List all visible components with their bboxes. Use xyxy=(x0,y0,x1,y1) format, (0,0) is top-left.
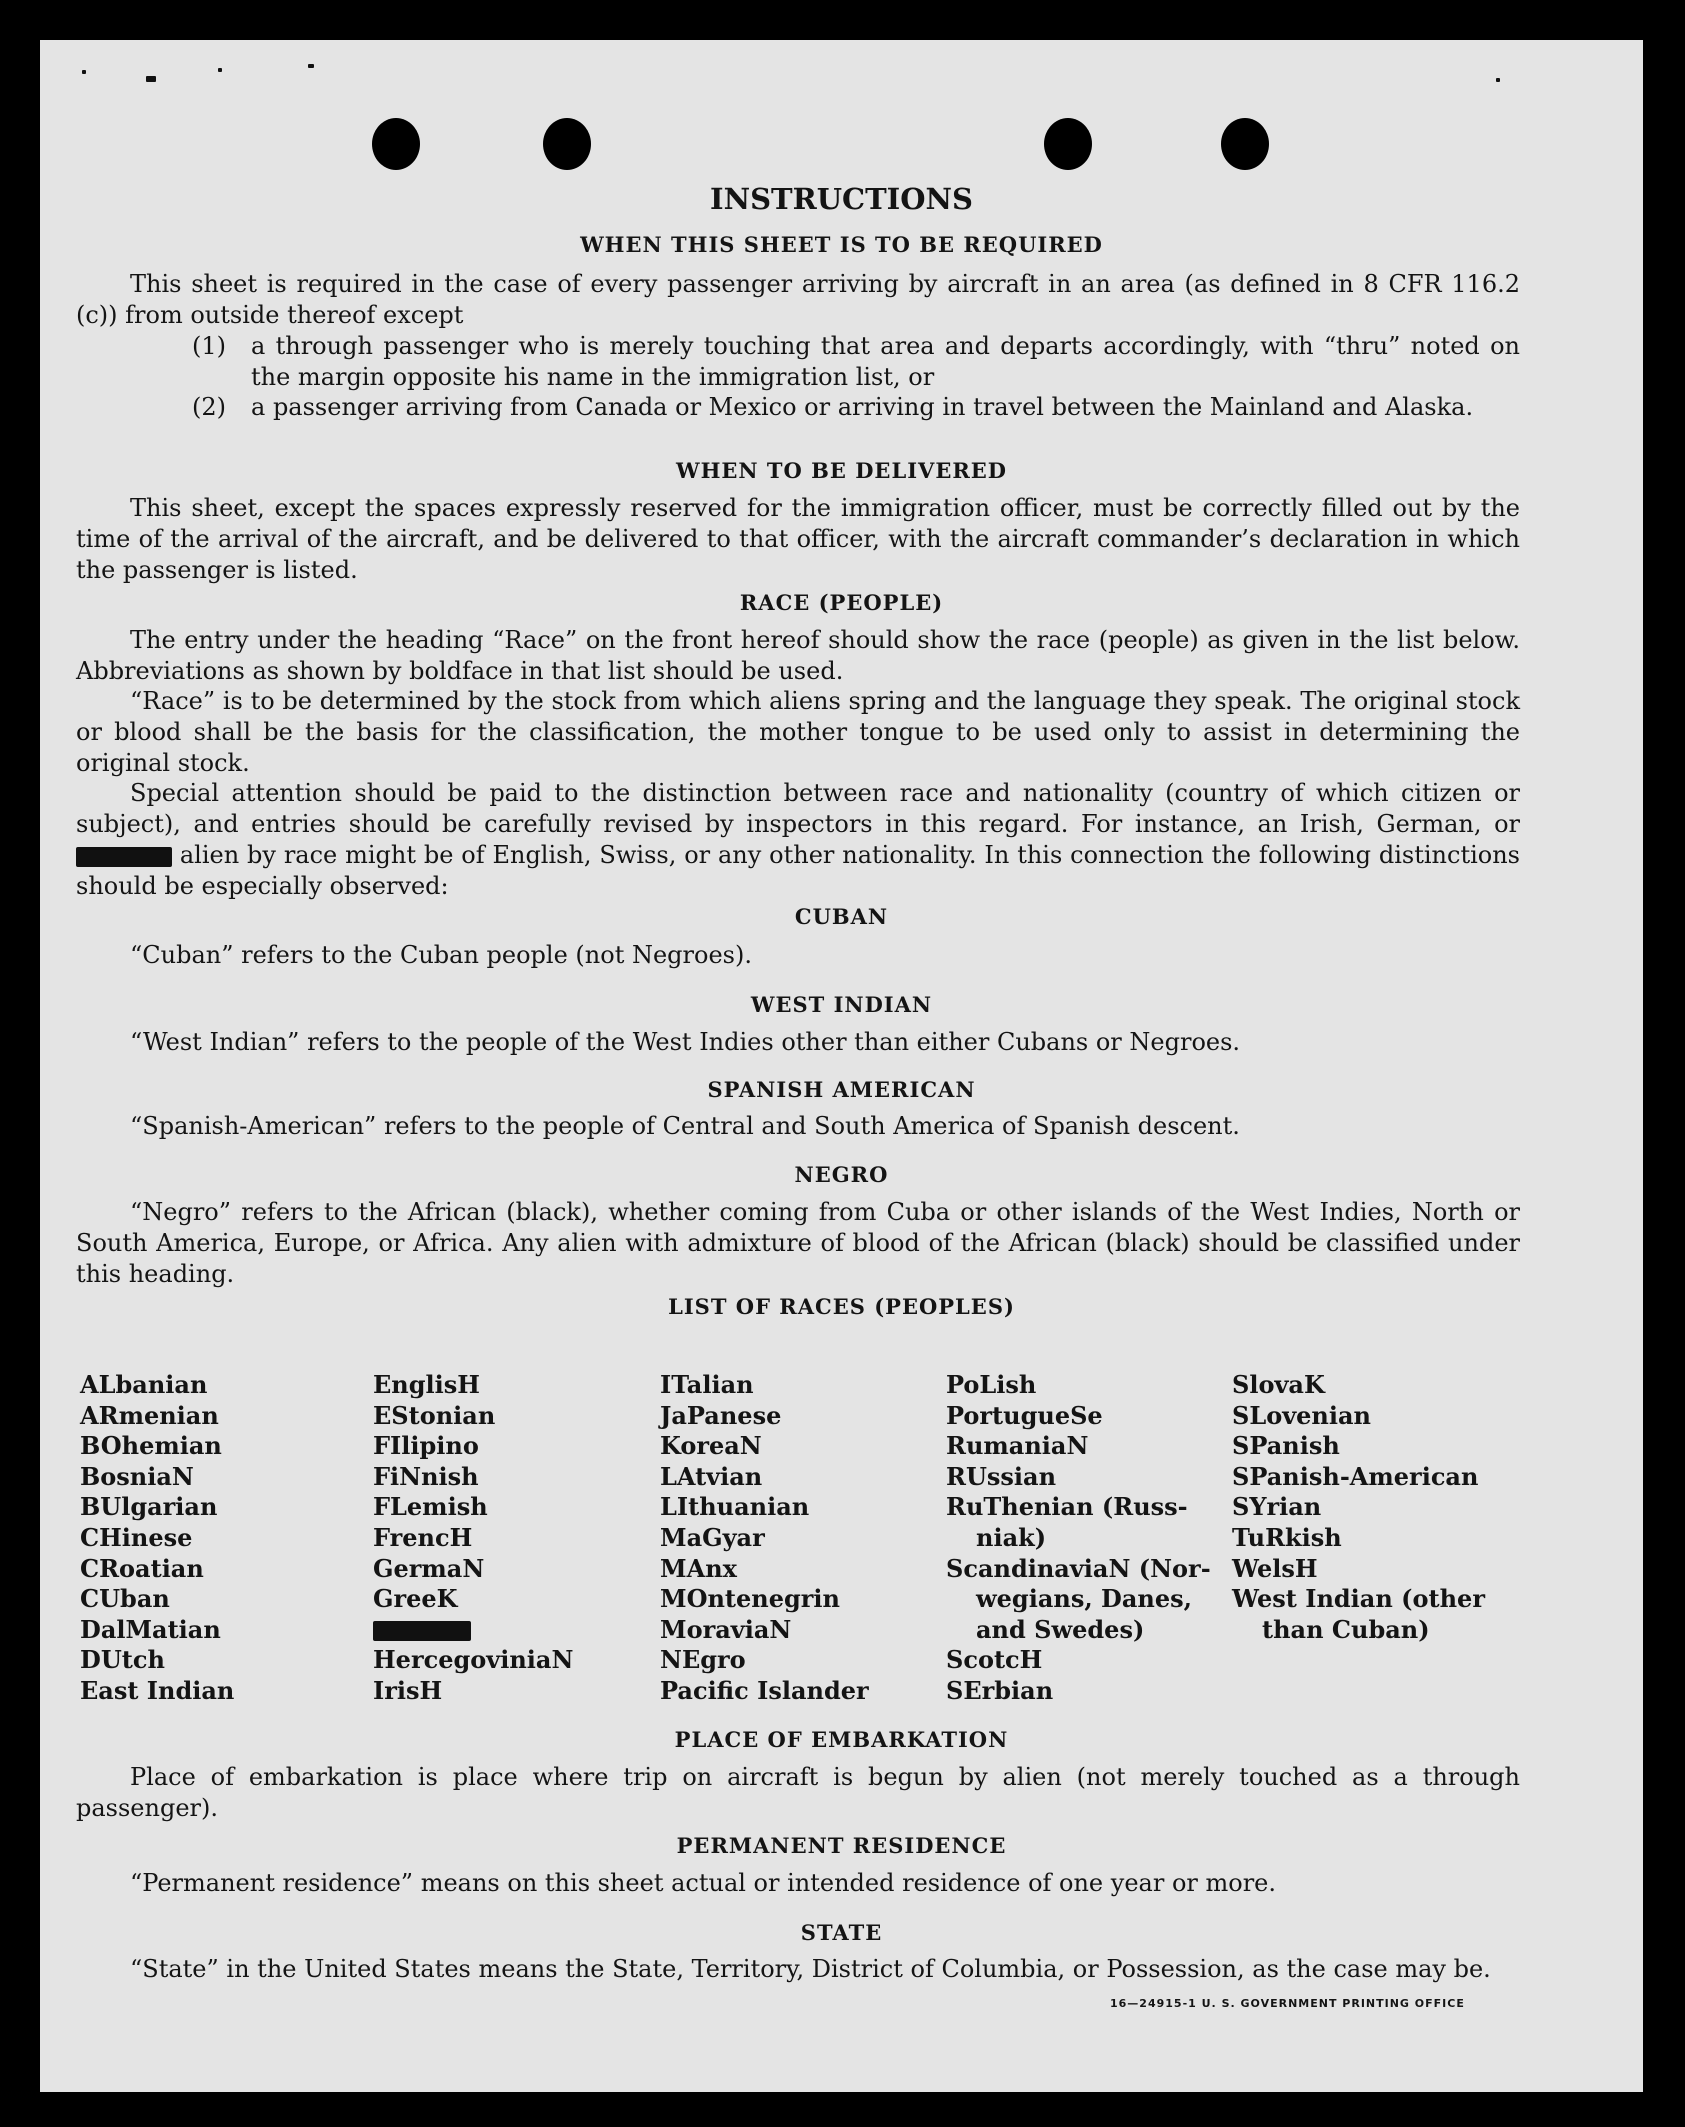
race-list-item: SPanish xyxy=(1232,1431,1340,1461)
item-2-number: (2) xyxy=(192,393,226,421)
race-list-item: MaGyar xyxy=(660,1522,765,1552)
race-list-item: niak) xyxy=(976,1522,1047,1552)
heading-negro: NEGRO xyxy=(794,1162,889,1187)
race-list-item: GermaN xyxy=(373,1553,485,1583)
race-list-column-3 xyxy=(660,1370,869,1707)
race-list-item: WelsH xyxy=(1232,1553,1318,1583)
race-list-item: MOntenegrin xyxy=(660,1584,840,1614)
redaction-mark xyxy=(76,847,172,867)
race-list-item: GreeK xyxy=(373,1584,458,1614)
race-paragraph-2: “Race” is to be determined by the stock from which aliens spring and the language they speak. The original stock or blood shall be the basis for the classification, the mother tongue to be used only to assist in determining the original stock. xyxy=(76,687,1520,777)
race-list-item: RUssian xyxy=(946,1461,1057,1491)
document-page xyxy=(40,40,1643,2092)
race-paragraph-3 xyxy=(76,778,1520,902)
race-list-item: ARmenian xyxy=(80,1400,219,1430)
spanish-american-text: “Spanish-American” refers to the people of Central and South America of Spanish descent. xyxy=(130,1112,1240,1140)
scan-speck xyxy=(1496,78,1500,82)
heading-spanish-american: SPANISH AMERICAN xyxy=(707,1077,976,1102)
race-list-item: LIthuanian xyxy=(660,1492,810,1522)
delivered-text: This sheet, except the spaces expressly reserved for the immigration officer, must be correctly filled out by the time of the arrival of the aircraft, and be delivered to that officer, with the aircraft commander’s declaration in which the passenger is listed. xyxy=(76,494,1520,584)
race-list-item: CHinese xyxy=(80,1522,193,1552)
heading-embarkation: PLACE OF EMBARKATION xyxy=(674,1727,1009,1752)
heading-cuban: CUBAN xyxy=(794,904,889,929)
race-list-item: MoraviaN xyxy=(660,1614,792,1644)
race-list-item: SlovaK xyxy=(1232,1370,1325,1399)
race-list-item: FLemish xyxy=(373,1492,488,1522)
race-list-item: EStonian xyxy=(373,1400,496,1430)
west-indian-text: “West Indian” refers to the people of the West Indies other than either Cubans or Negroes. xyxy=(130,1028,1241,1056)
heading-required: WHEN THIS SHEET IS TO BE REQUIRED xyxy=(580,232,1103,257)
item-2-text: a passenger arriving from Canada or Mexico or arriving in travel between the Mainland and Alaska. xyxy=(251,393,1474,421)
heading-list-of-races: LIST OF RACES (PEOPLES) xyxy=(668,1294,1015,1319)
race-list-item: wegians, Danes, xyxy=(976,1584,1192,1614)
race-list-item: PortugueSe xyxy=(946,1400,1103,1430)
race-list-item: CUban xyxy=(80,1584,170,1614)
race-list-item: RumaniaN xyxy=(946,1431,1089,1461)
heading-west-indian: WEST INDIAN xyxy=(750,992,933,1017)
scan-speck xyxy=(308,64,314,68)
scan-speck xyxy=(218,68,222,72)
punch-hole xyxy=(1044,118,1092,170)
punch-hole xyxy=(372,118,420,170)
race-list-item: East Indian xyxy=(80,1675,235,1705)
race-list-item: ScotcH xyxy=(946,1645,1043,1675)
race-list-item: KoreaN xyxy=(660,1431,762,1461)
cuban-text: “Cuban” refers to the Cuban people (not Negroes). xyxy=(130,941,752,969)
race-list-item: SYrian xyxy=(1232,1492,1322,1522)
race-list-item: BUlgarian xyxy=(80,1492,218,1522)
race-list-column-5 xyxy=(1232,1370,1485,1645)
punch-hole xyxy=(543,118,591,170)
heading-delivered: WHEN TO BE DELIVERED xyxy=(675,458,1007,483)
race-list-item: SErbian xyxy=(946,1675,1054,1705)
printing-office-footer: 16—24915-1 U. S. GOVERNMENT PRINTING OFFICE xyxy=(1110,1997,1465,2010)
race-list-column-1 xyxy=(80,1370,234,1707)
race-list-item: and Swedes) xyxy=(976,1614,1145,1644)
heading-state: STATE xyxy=(800,1920,883,1945)
scan-speck xyxy=(82,70,86,74)
heading-permanent-residence: PERMANENT RESIDENCE xyxy=(676,1833,1007,1858)
embarkation-text: Place of embarkation is place where trip on aircraft is begun by alien (not merely touched as a through passenger). xyxy=(76,1763,1520,1822)
race-list-item: LAtvian xyxy=(660,1461,763,1491)
race-list-item: ScandinaviaN (Nor- xyxy=(946,1553,1211,1583)
race-list-item: HercegoviniaN xyxy=(373,1645,574,1675)
race-list-item: FrencH xyxy=(373,1522,473,1552)
required-intro: This sheet is required in the case of every passenger arriving by aircraft in an area (as defined in 8 CFR 116.2 (c)) from outside thereof except xyxy=(76,270,1520,329)
punch-hole xyxy=(1221,118,1269,170)
race-list-item: TuRkish xyxy=(1232,1522,1342,1552)
race-list-column-4 xyxy=(946,1370,1211,1707)
race-list-item: SLovenian xyxy=(1232,1400,1371,1430)
race-list-item: RuThenian (Russ- xyxy=(946,1492,1188,1522)
race-paragraph-3-end: alien by race might be of English, Swiss, or any other nationality. In this connection the following distinctions should be especially observed: xyxy=(76,841,1520,900)
state-text: “State” in the United States means the State, Territory, District of Columbia, or Possession, as the case may be. xyxy=(130,1955,1491,1983)
race-list-item: Pacific Islander xyxy=(660,1675,869,1705)
race-list-column-2 xyxy=(373,1370,573,1707)
race-list-item: DalMatian xyxy=(80,1614,221,1644)
item-1-text: a through passenger who is merely touching that area and departs accordingly, with “thru” noted on the margin opposite his name in the immigration list, or xyxy=(251,332,1520,391)
race-list-item: NEgro xyxy=(660,1645,746,1675)
race-paragraph-3-start: Special attention should be paid to the distinction between race and nationality (country of which citizen or subject), and entries should be carefully revised by inspectors in this regard. For instance, an Irish, German, or xyxy=(76,779,1520,838)
race-list-item: MAnx xyxy=(660,1553,737,1583)
race-list-item: BosniaN xyxy=(80,1461,194,1491)
race-list-item: CRoatian xyxy=(80,1553,204,1583)
race-list-item: than Cuban) xyxy=(1262,1614,1430,1644)
redaction-mark xyxy=(373,1621,471,1641)
race-list-item: SPanish-American xyxy=(1232,1461,1479,1491)
race-list-item: IrisH xyxy=(373,1675,443,1705)
race-list-item: FiNnish xyxy=(373,1461,479,1491)
scan-speck xyxy=(146,76,156,82)
heading-race: RACE (PEOPLE) xyxy=(739,590,944,615)
race-list-item: BOhemian xyxy=(80,1431,222,1461)
race-list-item: FIlipino xyxy=(373,1431,479,1461)
race-list-item: PoLish xyxy=(946,1370,1037,1399)
race-list-item: EnglisH xyxy=(373,1370,480,1399)
item-1-number: (1) xyxy=(192,332,226,360)
race-list-item-redacted xyxy=(373,1615,573,1646)
race-list-item: West Indian (other xyxy=(1232,1584,1485,1614)
negro-text: “Negro” refers to the African (black), whether coming from Cuba or other islands of the West Indies, North or South America, Europe, or Africa. Any alien with admixture of blood of the African (black) should be classified under this heading. xyxy=(76,1198,1520,1288)
residence-text: “Permanent residence” means on this sheet actual or intended residence of one year or more. xyxy=(130,1869,1276,1897)
race-list-item: ALbanian xyxy=(80,1370,208,1399)
page-title: INSTRUCTIONS xyxy=(710,182,973,216)
race-list-item: JaPanese xyxy=(660,1400,782,1430)
race-list-item: DUtch xyxy=(80,1645,165,1675)
race-list-item: ITalian xyxy=(660,1370,754,1399)
race-paragraph-1: The entry under the heading “Race” on the front hereof should show the race (people) as given in the list below. Abbreviations as shown by boldface in that list should be used. xyxy=(76,626,1520,685)
